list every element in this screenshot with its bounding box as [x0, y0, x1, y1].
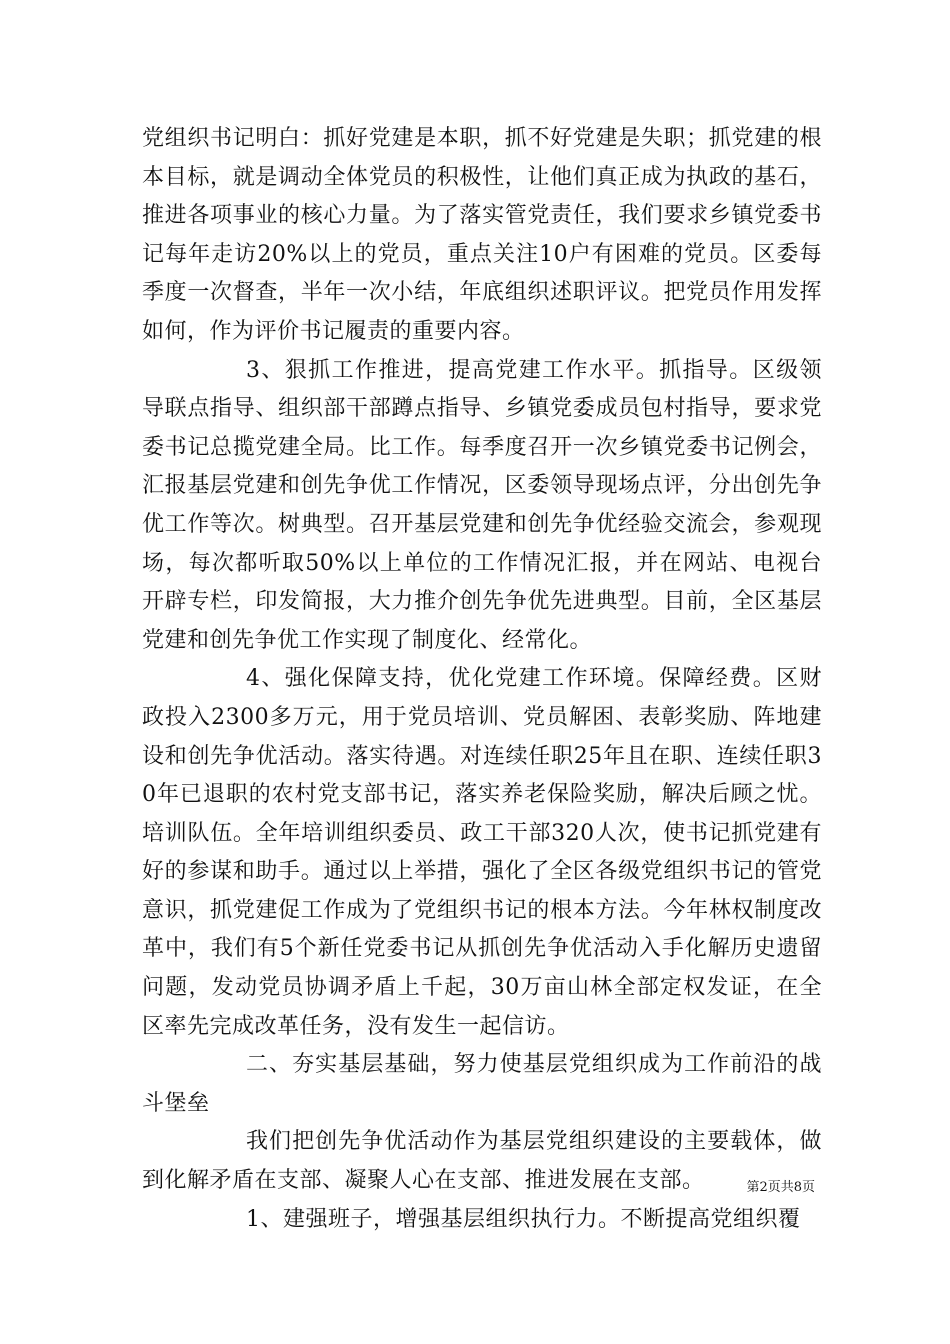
- paragraph-section-intro: 我们把创先争优活动作为基层党组织建设的主要载体，做到化解矛盾在支部、凝聚人心在支部、推进发展在支部。: [142, 1129, 822, 1194]
- page-number-footer: 第2页共8页: [746, 1180, 815, 1195]
- paragraph-work-promotion: 3、狠抓工作推进，提高党建工作水平。抓指导。区级领导联点指导、组织部干部蹲点指导、乡镇党委成员包村指导，要求党委书记总揽党建全局。比工作。每季度召开一次乡镇党委书记例会，汇报基层党建和创先争优工作情况，区委领导现场点评，分出创先争优工作等次。树典型。召开基层党建和创先争优经验交流会，参观现场，每次都听取50%以上单位的工作情况汇报，并在网站、电视台开辟专栏，印发简报，大力推介创先争优先进典型。目前，全区基层党建和创先争优工作实现了制度化、经常化。: [142, 357, 822, 653]
- paragraph-build-team: 1、建强班子，增强基层组织执行力。不断提高党组织覆: [246, 1206, 801, 1232]
- paragraph-support-guarantee: 4、强化保障支持，优化党建工作环境。保障经费。区财政投入2300多万元，用于党员培训、党员解困、表彰奖励、阵地建设和创先争优活动。落实待遇。对连续任职25年且在职、连续任职30年已退职的农村党支部书记，落实养老保险奖励，解决后顾之忧。培训队伍。全年培训组织委员、政工干部320人次，使书记抓党建有好的参谋和助手。通过以上举措，强化了全区各级党组织书记的管党意识，抓党建促工作成为了党组织书记的根本方法。今年林权制度改革中，我们有5个新任党委书记从抓创先争优活动入手化解历史遗留问题，发动党员协调矛盾上千起，30万亩山林全部定权发证，在全区率先完成改革任务，没有发生一起信访。: [142, 666, 822, 1039]
- document-body: [142, 120, 822, 1239]
- section-heading-two: 二、夯实基层基础，努力使基层党组织成为工作前沿的战斗堡垒: [142, 1052, 822, 1116]
- paragraph-continued: 党组织书记明白：抓好党建是本职，抓不好党建是失职；抓党建的根本目标，就是调动全体党员的积极性，让他们真正成为执政的基石，推进各项事业的核心力量。为了落实管党责任，我们要求乡镇党委书记每年走访20%以上的党员，重点关注10户有困难的党员。区委每季度一次督查，半年一次小结，年底组织述职评议。把党员作用发挥如何，作为评价书记履责的重要内容。: [142, 126, 822, 344]
